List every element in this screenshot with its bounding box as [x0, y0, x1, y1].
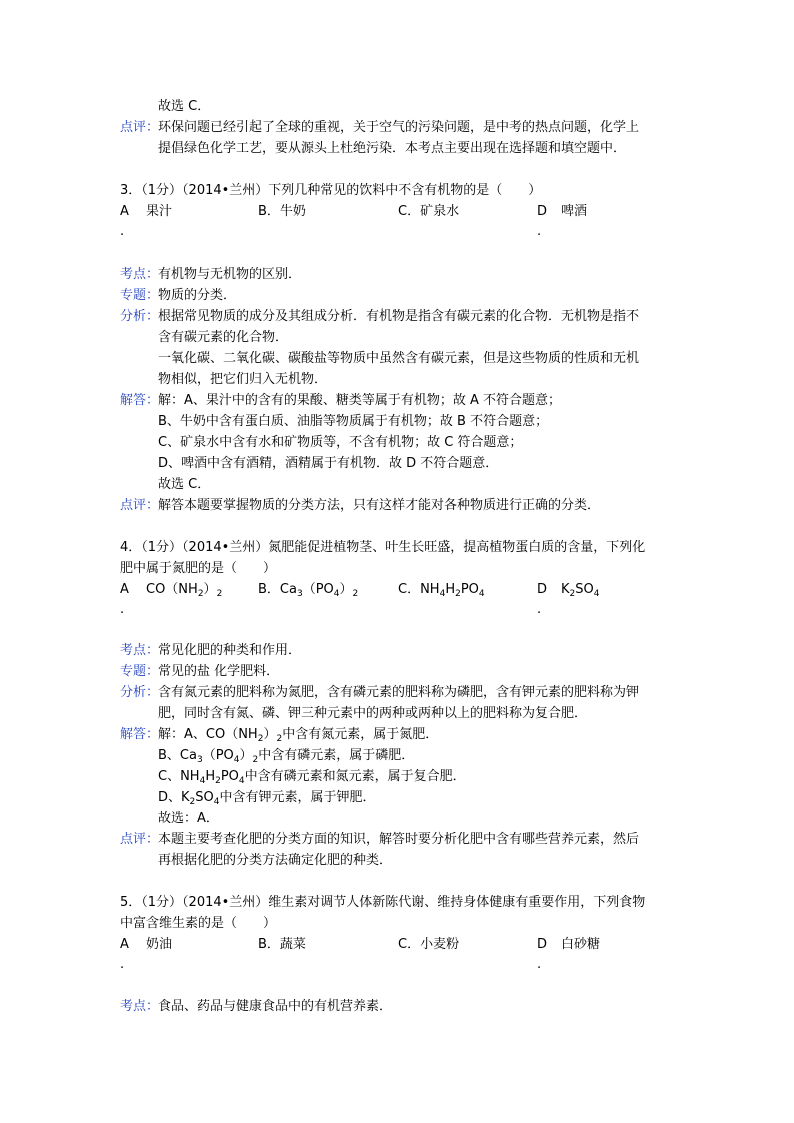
q3-review: 解答本题要掌握物质的分类方法，只有这样才能对各种物质进行正确的分类．	[158, 498, 601, 513]
q4-option-b: B．$Ca_3(PO_4)_2$	[258, 582, 359, 599]
q3-option-d: 啤酒	[561, 204, 588, 219]
q4-jieda-label: 解答：	[120, 727, 160, 742]
q3-jieda-line2: B、牛奶中含有蛋白质、油脂等物质属于有机物；故 B 不符合题意；	[158, 414, 549, 429]
q2-review-label: 点评：	[120, 120, 160, 135]
q2-review-line2: 提倡绿色化学工艺，要从源头上杜绝污染．本考点主要出现在选择题和填空题中．	[158, 141, 627, 156]
q5-dot-right: .	[537, 957, 542, 972]
q3-jieda-label: 解答：	[120, 393, 160, 408]
q5-option-d-letter: D	[537, 937, 548, 952]
q3-dot-right: .	[537, 224, 542, 239]
q3-kaodian-label: 考点：	[120, 267, 160, 282]
q3-option-a-letter: A	[120, 204, 129, 219]
q4-jieda-line4: D、$K_2SO_4$中含有钾元素，属于钾肥．	[158, 790, 376, 807]
q4-review-line1: 本题主要考查化肥的分类方面的知识，解答时要分析化肥中含有哪些营养元素，然后	[158, 832, 640, 847]
q3-option-a: 果汁	[146, 204, 173, 219]
q4-fenxi-label: 分析：	[120, 685, 160, 700]
q3-fenxi-line3: 一氧化碳、二氧化碳、碳酸盐等物质中虽然含有碳元素，但是这些物质的性质和无机	[158, 351, 640, 366]
q5-option-a-letter: A	[120, 937, 129, 952]
q4-review-label: 点评：	[120, 832, 160, 847]
q3-kaodian: 有机物与无机物的区别．	[158, 267, 302, 282]
q4-kaodian-label: 考点：	[120, 643, 160, 658]
q4-stem-line1: 4．（1分）（2014•兰州）氮肥能促进植物茎、叶生长旺盛，提高植物蛋白质的含量，下列化	[120, 540, 646, 555]
q4-option-a-letter: A	[120, 582, 129, 597]
q4-kaodian: 常见化肥的种类和作用．	[158, 643, 302, 658]
q4-jieda-line2: B、$Ca_3(PO_4)_2$中含有磷元素，属于磷肥．	[158, 748, 415, 765]
q4-zhuanti: 常见的盐 化学肥料．	[158, 664, 280, 679]
q5-dot-left: .	[120, 957, 125, 972]
q4-jieda-line5: 故选：A．	[158, 811, 219, 826]
q3-fenxi-line2: 含有碳元素的化合物．	[158, 330, 289, 345]
q4-review-line2: 再根据化肥的分类方法确定化肥的种类．	[158, 853, 393, 868]
q5-kaodian: 食品、药品与健康食品中的有机营养素．	[158, 999, 393, 1014]
q3-jieda-line1: 解：A、果汁中的含有的果酸、糖类等属于有机物；故 A 不符合题意；	[158, 393, 562, 408]
q3-option-c: C．矿泉水	[398, 204, 460, 219]
q5-stem-line1: 5．（1分）（2014•兰州）维生素对调节人体新陈代谢、维持身体健康有重要作用，下列食物	[120, 895, 646, 910]
q2-answer: 故选 C．	[158, 99, 211, 114]
q4-option-d: $K_2SO_4$	[561, 582, 600, 599]
q3-dot-left: .	[120, 224, 125, 239]
q3-stem: 3．（1分）（2014•兰州）下列几种常见的饮料中不含有机物的是（ ）	[120, 183, 542, 198]
q2-review-line1: 环保问题已经引起了全球的重视，关于空气的污染问题，是中考的热点问题，化学上	[158, 120, 640, 135]
q3-zhuanti-label: 专题：	[120, 288, 160, 303]
q5-option-a: 奶油	[146, 937, 173, 952]
q3-jieda-line5: 故选 C．	[158, 477, 211, 492]
q5-option-d: 白砂糖	[561, 937, 601, 952]
q4-fenxi-line1: 含有氮元素的肥料称为氮肥，含有磷元素的肥料称为磷肥，含有钾元素的肥料称为钾	[158, 685, 640, 700]
q3-jieda-line3: C、矿泉水中含有水和矿物质等，不含有机物；故 C 符合题意；	[158, 435, 523, 450]
q4-jieda-line3: C、$NH_4H_2PO_4$中含有磷元素和氮元素，属于复合肥．	[158, 769, 466, 786]
q3-fenxi-line4: 物相似，把它们归入无机物．	[158, 372, 328, 387]
q5-option-c: C．小麦粉	[398, 937, 460, 952]
q4-zhuanti-label: 专题：	[120, 664, 160, 679]
q3-jieda-line4: D、啤酒中含有酒精，酒精属于有机物．故 D 不符合题意．	[158, 456, 499, 471]
q4-dot-right: .	[537, 602, 542, 617]
q4-stem-line2: 肥中属于氮肥的是（ ）	[120, 561, 277, 576]
q5-stem-line2: 中富含维生素的是（ ）	[120, 916, 277, 931]
q5-kaodian-label: 考点：	[120, 999, 160, 1014]
q3-fenxi-label: 分析：	[120, 309, 160, 324]
q3-review-label: 点评：	[120, 498, 160, 513]
q5-option-b: B．蔬菜	[258, 937, 306, 952]
q3-option-b: B．牛奶	[258, 204, 306, 219]
q4-option-a: $CO(NH_2)_2$	[146, 582, 223, 599]
q4-option-d-letter: D	[537, 582, 548, 597]
q4-option-c: C．$NH_4H_2PO_4$	[398, 582, 485, 599]
q4-dot-left: .	[120, 602, 125, 617]
q3-option-d-letter: D	[537, 204, 548, 219]
q4-fenxi-line2: 肥，同时含有氮、磷、钾三种元素中的两种或两种以上的肥料称为复合肥．	[158, 706, 588, 721]
q4-jieda-line1: 解：A、$CO(NH_2)_2$中含有氮元素，属于氮肥．	[158, 727, 439, 744]
q3-fenxi-line1: 根据常见物质的成分及其组成分析．有机物是指含有碳元素的化合物．无机物是指不	[158, 309, 640, 324]
q3-zhuanti: 物质的分类．	[158, 288, 237, 303]
